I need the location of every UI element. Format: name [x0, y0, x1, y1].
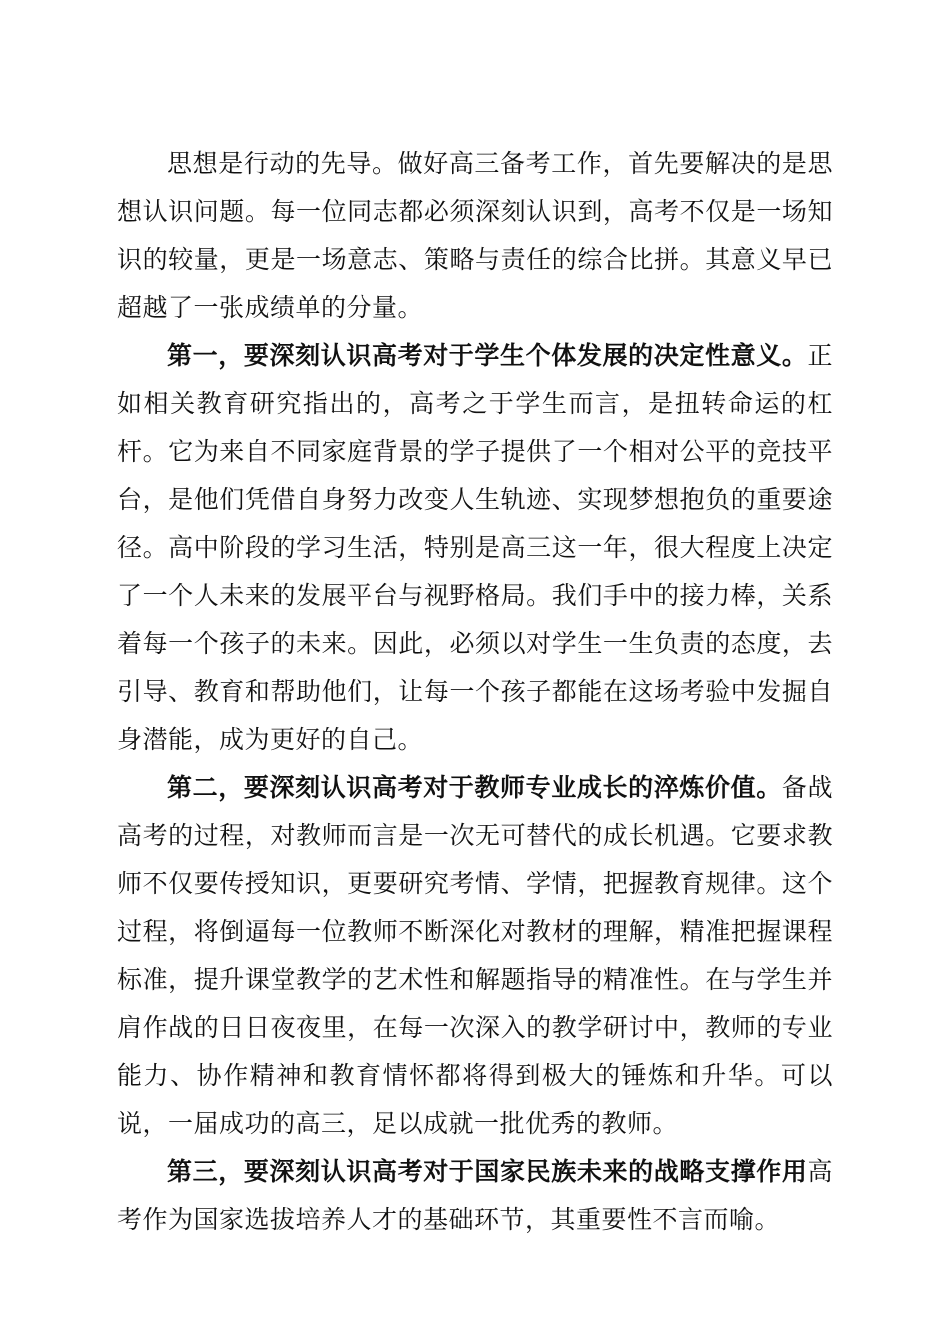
- paragraph-second-point: [117, 764, 833, 1148]
- paragraph-text: 思想是行动的先导。做好高三备考工作，首先要解决的是思想认识问题。每一位同志都必须深刻认识到，高考不仅是一场知识的较量，更是一场意志、策略与责任的综合比拼。其意义早已超越了一张成绩单的分量。: [117, 149, 833, 322]
- paragraph-text: 正如相关教育研究指出的，高考之于学生而言，是扭转命运的杠杆。它为来自不同家庭背景的学子提供了一个相对公平的竞技平台，是他们凭借自身努力改变人生轨迹、实现梦想抱负的重要途径。高中阶段的学习生活，特别是高三这一年，很大程度上决定了一个人未来的发展平台与视野格局。我们手中的接力棒，关系着每一个孩子的未来。因此，必须以对学生一生负责的态度，去引导、教育和帮助他们，让每一个孩子都能在这场考验中发掘自身潜能，成为更好的自己。: [117, 341, 833, 754]
- paragraph-intro: [117, 140, 833, 332]
- document-body: [117, 140, 833, 1244]
- paragraph-text: 高考作为国家选拔培养人才的基础环节，其重要性不言而喻。: [117, 1157, 833, 1234]
- paragraph-heading: 第一，要深刻认识高考对于学生个体发展的决定性意义。: [167, 341, 808, 370]
- paragraph-first-point: [117, 332, 833, 764]
- paragraph-text: 备战高考的过程，对教师而言是一次无可替代的成长机遇。它要求教师不仅要传授知识，更要研究考情、学情，把握教育规律。这个过程，将倒逼每一位教师不断深化对教材的理解，精准把握课程标准，提升课堂教学的艺术性和解题指导的精准性。在与学生并肩作战的日日夜夜里，在每一次深入的教学研讨中，教师的专业能力、协作精神和教育情怀都将得到极大的锤炼和升华。可以说，一届成功的高三，足以成就一批优秀的教师。: [117, 773, 833, 1138]
- paragraph-third-point: [117, 1148, 833, 1244]
- paragraph-heading: 第三，要深刻认识高考对于国家民族未来的战略支撑作用: [167, 1157, 808, 1186]
- paragraph-heading: 第二，要深刻认识高考对于教师专业成长的淬炼价值。: [167, 773, 782, 802]
